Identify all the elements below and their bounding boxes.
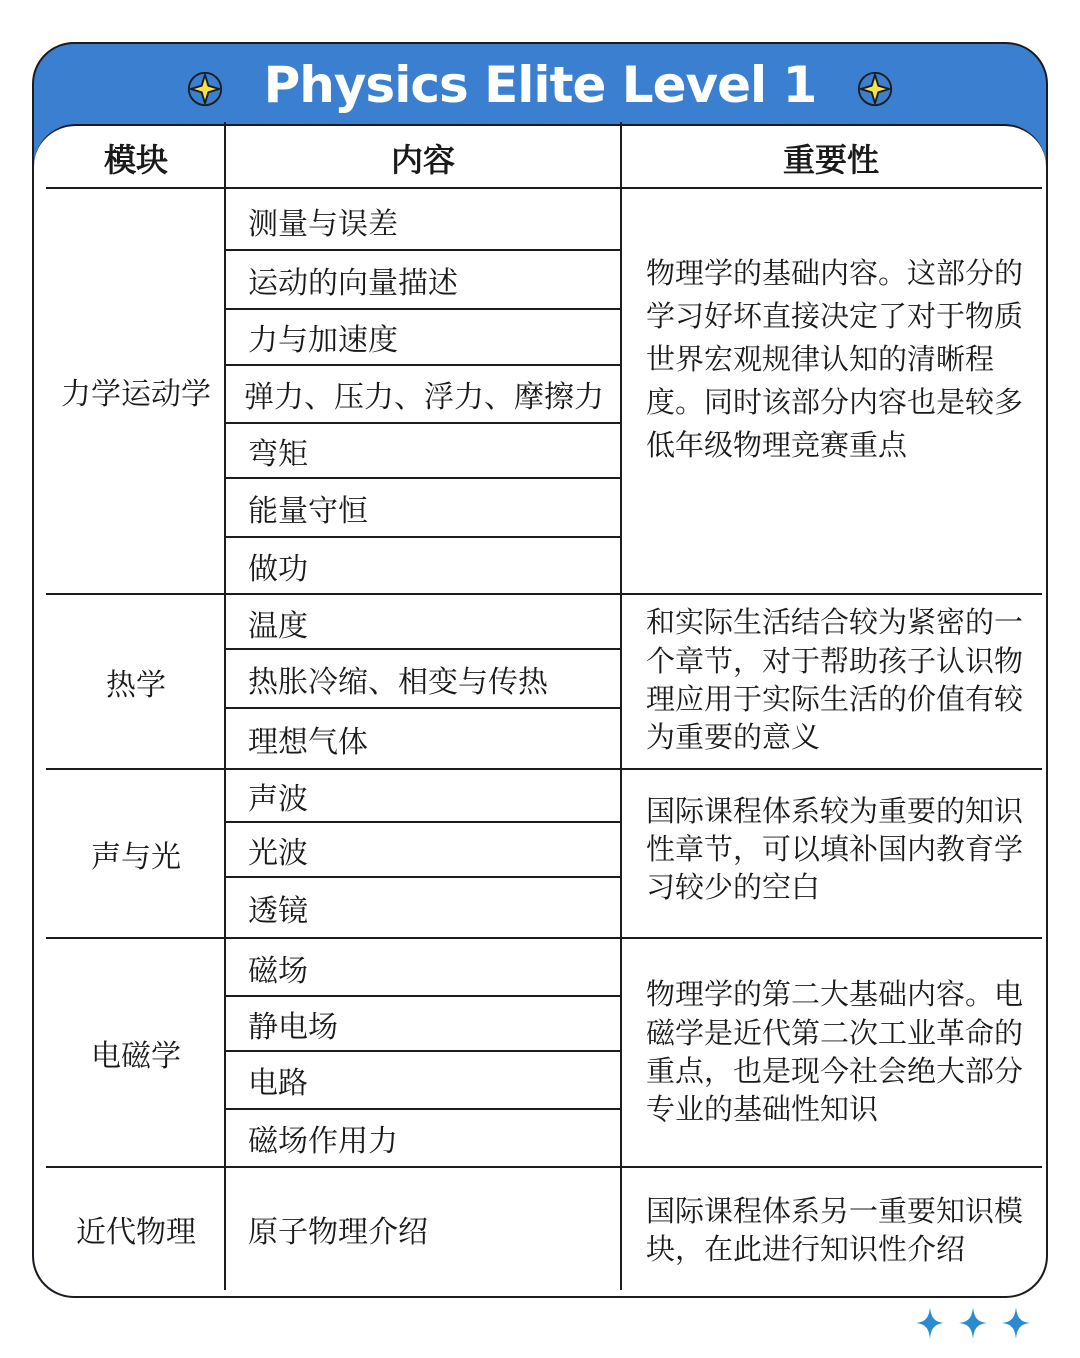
topic-cell: 力与加速度 (248, 323, 398, 358)
topic-cell: 静电场 (248, 1009, 338, 1045)
topic-cell: 理想气体 (248, 724, 368, 760)
header-importance: 重要性 (782, 141, 879, 179)
topic-cell: 能量守恒 (248, 493, 368, 529)
title-bar (34, 52, 1046, 118)
topic-cell: 做功 (248, 551, 308, 587)
header-module: 模块 (103, 141, 168, 179)
importance-text: 和实际生活结合较为紧密的一个章节，对于帮助孩子认识物理应用于实际生活的价值有较为重要的意义 (646, 605, 1024, 755)
topic-cell: 热胀冷缩、相变与传热 (248, 664, 548, 700)
sparkle-icon (186, 70, 224, 108)
module-cell: 电磁学 (91, 1038, 181, 1074)
sparkle-icon (856, 70, 894, 108)
topic-cell: 声波 (248, 781, 308, 817)
topic-cell: 透镜 (248, 893, 308, 929)
column-divider (620, 122, 622, 1290)
topic-cell: 电路 (248, 1066, 308, 1101)
header-content: 内容 (390, 141, 455, 179)
importance-cell (646, 600, 1026, 760)
topic-cell: 弯矩 (248, 436, 308, 472)
page-title: Physics Elite Level 1 (263, 56, 817, 114)
module-cell: 声与光 (91, 839, 181, 875)
importance-cell (646, 1188, 1026, 1272)
importance-text: 物理学的基础内容。这部分的学习好坏直接决定了对于物质世界宏观规律认知的清晰程度。同时该部分内容也是较多低年级物理竞赛重点 (646, 256, 1024, 462)
importance-text: 国际课程体系较为重要的知识性章节，可以填补国内教育学习较少的空白 (646, 793, 1024, 905)
module-cell: 近代物理 (76, 1215, 196, 1250)
importance-cell (646, 972, 1026, 1132)
topic-cell: 运动的向量描述 (248, 265, 458, 301)
importance-text: 国际课程体系另一重要知识模块，在此进行知识性介绍 (646, 1193, 1024, 1266)
module-cell: 热学 (106, 667, 166, 703)
importance-cell (646, 788, 1026, 910)
topic-cell: 磁场 (248, 954, 308, 989)
importance-cell (646, 252, 1026, 514)
star-icon (912, 1303, 1036, 1343)
topic-cell: 温度 (248, 608, 308, 644)
column-divider (224, 122, 226, 1290)
importance-text: 物理学的第二大基础内容。电磁学是近代第二次工业革命的重点，也是现今社会绝大部分专业的基础性知识 (646, 977, 1024, 1127)
topic-cell: 光波 (248, 835, 308, 871)
topic-cell: 原子物理介绍 (248, 1215, 428, 1250)
topic-cell: 磁场作用力 (248, 1124, 398, 1159)
topic-cell: 测量与误差 (248, 207, 398, 242)
topic-cell: 弹力、压力、浮力、摩擦力 (244, 380, 604, 415)
module-cell: 力学运动学 (61, 377, 211, 412)
